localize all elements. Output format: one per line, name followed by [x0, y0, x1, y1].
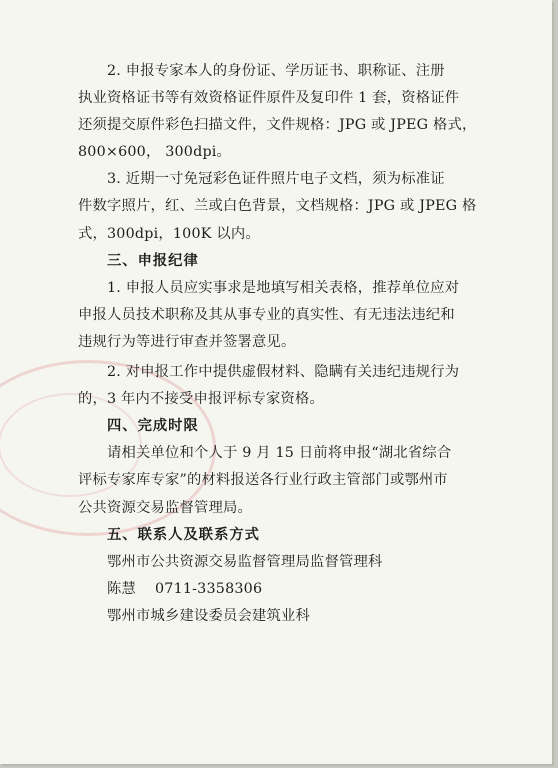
item-3-line: 件数字照片，红、兰或白色背景，文档规格：JPG 或 JPEG 格 [78, 198, 477, 215]
item-3-line: 3. 近期一寸免冠彩色证件照片电子文档，须为标准证 [107, 171, 445, 188]
section-4-heading: 四、完成时限 [107, 418, 199, 435]
deadline-line: 公共资源交易监督管理局。 [78, 499, 252, 516]
item-2-line: 2. 申报专家本人的身份证、学历证书、职称证、注册 [107, 63, 445, 79]
item-3-line: 式，300dpi，100K 以内。 [78, 225, 260, 242]
item-2-line: 800×600， 300dpi。 [78, 144, 232, 161]
item-2-line: 还须提交原件彩色扫描文件，文件规格：JPG 或 JPEG 格式， [78, 117, 477, 134]
contact-org-1: 鄂州市公共资源交易监督管理局监督管理科 [107, 553, 383, 570]
discipline-1-line: 申报人员技术职称及其从事专业的真实性、有无违法违纪和 [78, 306, 455, 323]
document-body [78, 58, 478, 630]
contact-person-1: 陈慧 0711-3358306 [107, 580, 263, 597]
contact-org-2: 鄂州市城乡建设委员会建筑业科 [107, 607, 310, 624]
discipline-1-line: 1. 申报人员应实事求是地填写相关表格，推荐单位应对 [107, 279, 460, 296]
deadline-line: 评标专家库专家”的材料报送各行业行政主管部门或鄂州市 [78, 472, 448, 489]
section-3-heading: 三、申报纪律 [107, 252, 199, 269]
discipline-2-line: 2. 对申报工作中提供虚假材料、隐瞒有关违纪违规行为 [107, 364, 460, 381]
item-2-line: 执业资格证书等有效资格证件原件及复印件 1 套，资格证件 [78, 90, 460, 107]
discipline-2-line: 的，3 年内不接受申报评标专家资格。 [78, 391, 324, 408]
section-5-heading: 五、联系人及联系方式 [107, 526, 260, 543]
deadline-line: 请相关单位和个人于 9 月 15 日前将申报“湖北省综合 [107, 445, 452, 462]
discipline-1-line: 违规行为等进行审查并签署意见。 [78, 333, 296, 350]
